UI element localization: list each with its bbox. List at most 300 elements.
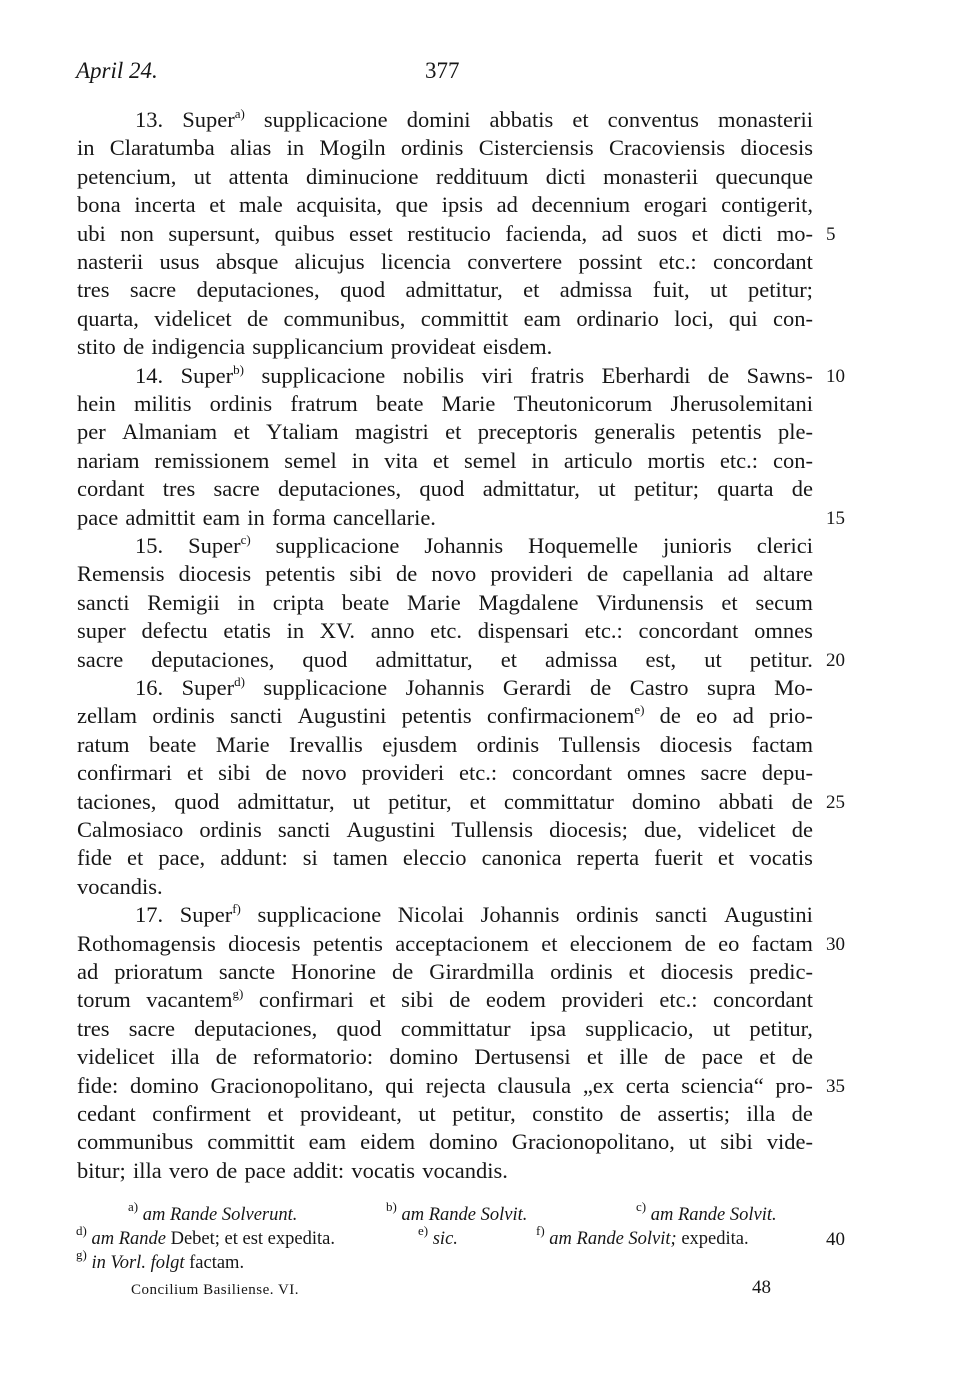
word: usus [159, 249, 200, 274]
word: forma [271, 504, 326, 530]
word: Magdalene [478, 589, 579, 615]
word: Tullensis [558, 731, 641, 757]
line-number: 10 [826, 365, 845, 387]
word: de [791, 1044, 813, 1070]
word: committatur [503, 788, 614, 814]
word: supplicacione [275, 533, 400, 558]
text-line [77, 930, 813, 958]
word: Augustini [724, 902, 813, 928]
footnote-g: $^{g)}$ in Vorl. folgt factam. [76, 1247, 245, 1273]
text-line [77, 1015, 813, 1043]
word: ple- [778, 419, 813, 445]
word: beate [376, 391, 424, 416]
word: addunt: [220, 845, 288, 871]
series-title: Concilium Basiliense. VI. [131, 1282, 300, 1298]
word: esset [349, 220, 393, 246]
word: de [684, 930, 706, 956]
word: abbatis [489, 107, 554, 132]
word: petitur, [452, 1101, 516, 1126]
word: due, [643, 817, 683, 842]
word: Super$^{d)}$ [181, 674, 245, 700]
word: et [186, 760, 204, 786]
line-number: 30 [826, 933, 845, 955]
word: sancti [77, 589, 130, 615]
word: de [449, 987, 471, 1013]
word: novo [431, 561, 477, 587]
word: taciones, [77, 788, 157, 814]
text-line [77, 816, 813, 844]
word: et [717, 845, 735, 871]
word: ordinis [152, 703, 215, 729]
word: defectu [141, 618, 208, 644]
word: monasterii [603, 163, 699, 189]
word: semel [284, 447, 337, 473]
word: alicujus [294, 249, 365, 274]
word: diocesis [178, 561, 252, 587]
word: quod [302, 646, 348, 672]
word: sacre [700, 760, 747, 786]
word: Augustini [346, 817, 436, 842]
word: Marie [441, 391, 496, 416]
text-line [77, 702, 813, 730]
footnote-f: $^{f)}$ am Rande Solvit; expedita. [536, 1223, 749, 1249]
word: Remensis [77, 561, 165, 587]
text-line [135, 674, 813, 702]
word: quod [174, 788, 220, 814]
footnote-b: $^{b)}$ am Rande Solvit. [386, 1199, 528, 1225]
text-line [77, 418, 813, 446]
word: de [587, 561, 609, 587]
word: factam [751, 731, 813, 757]
text-line [77, 475, 813, 503]
word: indigencia [151, 334, 246, 360]
word: petentis [691, 419, 762, 445]
word: fide: [77, 1072, 119, 1098]
word: vide- [766, 1129, 813, 1155]
word: de [791, 788, 813, 814]
word: deputaciones, [151, 646, 275, 672]
word: ad [496, 192, 518, 218]
word: cripta [272, 589, 325, 615]
word: provideant, [300, 1101, 402, 1126]
word: confirmari [258, 987, 354, 1013]
word: de [122, 334, 145, 360]
word: in [77, 135, 95, 161]
word: in [237, 589, 256, 615]
word: Cracoviensis [608, 135, 726, 161]
word: diocesis [228, 930, 301, 956]
word: junioris [663, 533, 732, 558]
signature-mark: 48 [752, 1277, 771, 1298]
word: stito [77, 334, 116, 360]
word: domini [406, 107, 471, 132]
footnote-e: $^{e)}$ sic. [418, 1223, 458, 1249]
word: sancte [218, 959, 276, 984]
word: Girardmilla [429, 959, 535, 984]
word: Irevallis [289, 731, 363, 757]
word: supplicacione [263, 107, 388, 132]
word: est, [645, 646, 677, 672]
word: bona [77, 192, 121, 218]
word: supra [706, 675, 756, 700]
text-line [77, 986, 813, 1014]
word: novo [301, 760, 347, 786]
word: concordant [638, 618, 739, 644]
word: diocesis; [549, 817, 628, 842]
word: deputaciones, [196, 277, 320, 303]
word: quod [336, 1015, 382, 1041]
word: omnes [754, 618, 813, 644]
word: quecunque [715, 163, 813, 189]
word: ordinis [575, 902, 639, 928]
word: etc.: [658, 249, 697, 274]
word: supplicacione [263, 675, 388, 700]
word: fratrum [290, 391, 358, 416]
word: eo [718, 930, 740, 956]
word: et [445, 419, 462, 445]
word: reddituum [435, 163, 529, 189]
word: restitucio [407, 220, 491, 246]
word: ut [688, 1129, 707, 1155]
word: admittit [125, 504, 196, 530]
word: hein [77, 391, 116, 416]
word: addit: [292, 1157, 345, 1183]
word: committit [420, 305, 509, 331]
word: male [239, 192, 283, 218]
word: suos [637, 220, 678, 246]
word: Dertusensi [474, 1044, 571, 1070]
word: etc.: [719, 447, 759, 473]
word: et [432, 447, 450, 473]
line-number: 15 [826, 507, 845, 529]
word: ut [352, 788, 371, 814]
word: que [395, 192, 429, 218]
word: et [541, 930, 558, 956]
word: bitur; [77, 1157, 126, 1183]
word: eisdem. [482, 334, 553, 360]
word: eodem [485, 987, 546, 1013]
word: 15. [135, 533, 164, 558]
word: supplicacione [257, 902, 382, 928]
text-line [77, 844, 813, 872]
text-line [77, 560, 813, 588]
word: petitur, [388, 788, 452, 814]
text-line [77, 1100, 813, 1128]
word: 13. [135, 107, 164, 132]
word: eam [523, 305, 562, 331]
word: pace [77, 504, 119, 530]
word: ordinis [209, 391, 273, 416]
word: de [619, 1101, 642, 1126]
word: committit [207, 1129, 295, 1155]
word: concordant [713, 987, 813, 1013]
word: de [791, 476, 813, 502]
word: ipsa [529, 1015, 567, 1041]
word: acceptacionem [395, 930, 529, 956]
word: supplicacione [261, 362, 386, 388]
text-line [77, 731, 813, 759]
word: canonica [481, 845, 562, 871]
word: de [246, 305, 269, 331]
word: et [523, 277, 540, 303]
word: ut [710, 277, 728, 303]
word: loci, [674, 305, 714, 331]
word: Nicolai [397, 902, 465, 928]
word: vocatis [351, 1157, 416, 1183]
word: de [216, 1157, 238, 1183]
word: domino [129, 1072, 199, 1098]
word: pace [244, 1157, 286, 1183]
word: rejecta [425, 1072, 486, 1098]
word: Ytaliam [266, 419, 339, 445]
word: sibi [349, 561, 382, 587]
word: eam [308, 1129, 347, 1155]
word: sibi [218, 760, 251, 786]
word: petitur, [749, 1015, 813, 1041]
word: admittatur, [375, 646, 473, 672]
text-line [77, 1157, 813, 1185]
text-line [77, 333, 813, 361]
word: fuerit [654, 845, 703, 871]
word: admittatur, [482, 476, 580, 502]
word: de [265, 760, 287, 786]
word: ad [77, 959, 99, 984]
word: Hoquemelle [528, 533, 639, 558]
line-number: 35 [826, 1075, 845, 1097]
word: in [286, 618, 305, 644]
word: Super$^{f)}$ [179, 901, 241, 928]
word: admittatur, [237, 788, 335, 814]
text-line [77, 504, 813, 532]
text-line [77, 589, 813, 617]
word: eidem [360, 1129, 416, 1155]
text-line [135, 532, 813, 560]
word: ordinis [400, 135, 464, 161]
word: sancti [229, 703, 283, 729]
word: in [351, 447, 370, 473]
word: acquisita, [296, 192, 382, 218]
word: prioratum [114, 959, 203, 984]
word: in [531, 447, 549, 473]
word: articulo [563, 447, 633, 473]
word: depu- [761, 760, 813, 786]
word: etatis [223, 618, 271, 644]
word: Honorine [291, 959, 377, 984]
word: vacantem$^{g)}$ [146, 986, 244, 1013]
word: Almaniam [122, 419, 218, 445]
word: quarta, [77, 305, 139, 331]
word: et [500, 646, 517, 672]
line-number: 25 [826, 791, 845, 813]
word: absque [215, 249, 279, 274]
word: prio- [769, 703, 813, 729]
word: petitur; [633, 476, 699, 502]
word: petitur; [747, 277, 813, 303]
word: diminucione [306, 163, 419, 189]
word: de [590, 675, 612, 700]
word: contigerit, [721, 192, 813, 218]
word: provideri [361, 760, 445, 786]
word: reformatorio: [253, 1044, 374, 1070]
word: eleccionem [569, 930, 673, 956]
word: et [721, 589, 738, 615]
word: militis [133, 391, 192, 416]
word: sibi [720, 1129, 753, 1155]
word: diocesis [740, 135, 813, 161]
word: illa [132, 1157, 162, 1183]
word: monasterii [717, 107, 813, 132]
word: admissa [545, 646, 618, 672]
word: ut [193, 163, 212, 189]
word: attenta [228, 163, 289, 189]
word: quarta [717, 476, 774, 502]
word: domino [631, 788, 701, 814]
word: ordinis [476, 731, 540, 757]
text-line [77, 220, 813, 248]
word: ut [418, 1101, 436, 1126]
word: generalis [594, 419, 676, 445]
word: vocatis [749, 845, 813, 871]
word: videlicet [698, 817, 776, 842]
word: Jherusolemitani [670, 391, 813, 416]
word: de [664, 1044, 686, 1070]
text-line [77, 163, 813, 191]
word: pace, [158, 845, 206, 871]
word: petentis [401, 703, 472, 729]
word: ad [601, 220, 623, 246]
word: Johannis [480, 902, 560, 928]
word: predic- [749, 959, 813, 984]
word: diocesis [659, 731, 733, 757]
word: supplicacio, [585, 1015, 694, 1041]
word: cedant [77, 1101, 136, 1126]
text-line [77, 276, 813, 304]
word: quibus [274, 220, 335, 246]
word: petitur. [749, 646, 813, 672]
word: et [759, 1044, 776, 1070]
word: tamen [332, 845, 388, 871]
word: Sawns- [746, 362, 813, 388]
word: Tullensis [451, 817, 534, 842]
text-line [77, 191, 813, 219]
word: Augustini [297, 703, 387, 729]
word: Marie [215, 731, 270, 757]
word: vocandis. [422, 1157, 508, 1183]
word: sibi [401, 987, 434, 1013]
word: nasterii [77, 249, 144, 274]
word: sacre [128, 1015, 175, 1041]
word: Virdunensis [596, 589, 704, 615]
word: petencium, [77, 163, 177, 189]
word: convertere [467, 249, 563, 274]
word: ubi [77, 220, 106, 246]
word: Gerardi [502, 675, 572, 700]
word: dicti [722, 220, 763, 246]
word: Theutonicorum [513, 391, 653, 416]
word: videlicet [77, 1044, 155, 1070]
word: Marie [407, 589, 461, 615]
word: sancti [655, 902, 708, 928]
text-line [77, 390, 813, 418]
word: „ex [582, 1072, 615, 1098]
word: erogari [643, 192, 708, 218]
word: de [392, 959, 414, 984]
word: sacre [129, 277, 177, 303]
word: cancellarie. [332, 504, 436, 530]
footnote-c: $^{c)}$ am Rande Solvit. [636, 1199, 777, 1225]
word: mortis [647, 447, 705, 473]
word: abbati [718, 788, 774, 814]
word: concordant [712, 249, 813, 274]
word: beate [148, 731, 197, 757]
word: possint [578, 249, 643, 274]
word: fratris [530, 362, 585, 388]
word: qui [728, 305, 758, 331]
word: et [572, 107, 589, 132]
word: de [791, 817, 813, 842]
word: Eberhardi [601, 362, 691, 388]
word: admittatur, [405, 277, 503, 303]
word: vocandis. [77, 873, 163, 899]
text-line [77, 305, 813, 333]
word: communibus, [283, 305, 406, 331]
word: remissionem [154, 447, 270, 473]
word: domino [389, 1044, 459, 1070]
word: vita [384, 447, 418, 473]
word: illa [746, 1101, 776, 1126]
word: qui [385, 1072, 415, 1098]
word: de [791, 1101, 813, 1126]
text-line [135, 362, 813, 390]
word: dispensari [477, 618, 569, 644]
word: Calmosiaco [77, 817, 184, 842]
text-line [77, 1043, 813, 1071]
text-line [77, 447, 813, 475]
word: supersunt, [168, 220, 261, 246]
word: sacre [213, 476, 260, 502]
word: assertis; [657, 1101, 731, 1126]
word: licencia [380, 249, 451, 274]
text-line [77, 1072, 813, 1100]
word: etc. [430, 618, 463, 644]
word: omnes [626, 760, 686, 786]
word: ut [712, 1015, 731, 1041]
word: certa [625, 1072, 670, 1098]
text-line [77, 1128, 813, 1156]
word: ordinis [550, 959, 613, 984]
word: provideri [490, 561, 573, 587]
word: non [120, 220, 154, 246]
text-line [77, 646, 813, 674]
word: eleccio [402, 845, 467, 871]
word: Mo- [774, 675, 813, 700]
word: Super$^{c)}$ [188, 532, 251, 558]
word: ille [619, 1044, 649, 1070]
text-line [77, 759, 813, 787]
word: et [233, 419, 250, 445]
word: domino [429, 1129, 498, 1155]
word: con- [772, 447, 813, 473]
word: decennium [531, 192, 631, 218]
word: Cisterciensis [478, 135, 594, 161]
word: alias [230, 135, 272, 161]
word: et [691, 220, 708, 246]
word: quod [419, 476, 465, 502]
word: dicti [545, 163, 586, 189]
word: ratum [77, 731, 130, 757]
word: de [215, 1044, 237, 1070]
word: zellam [77, 703, 137, 729]
